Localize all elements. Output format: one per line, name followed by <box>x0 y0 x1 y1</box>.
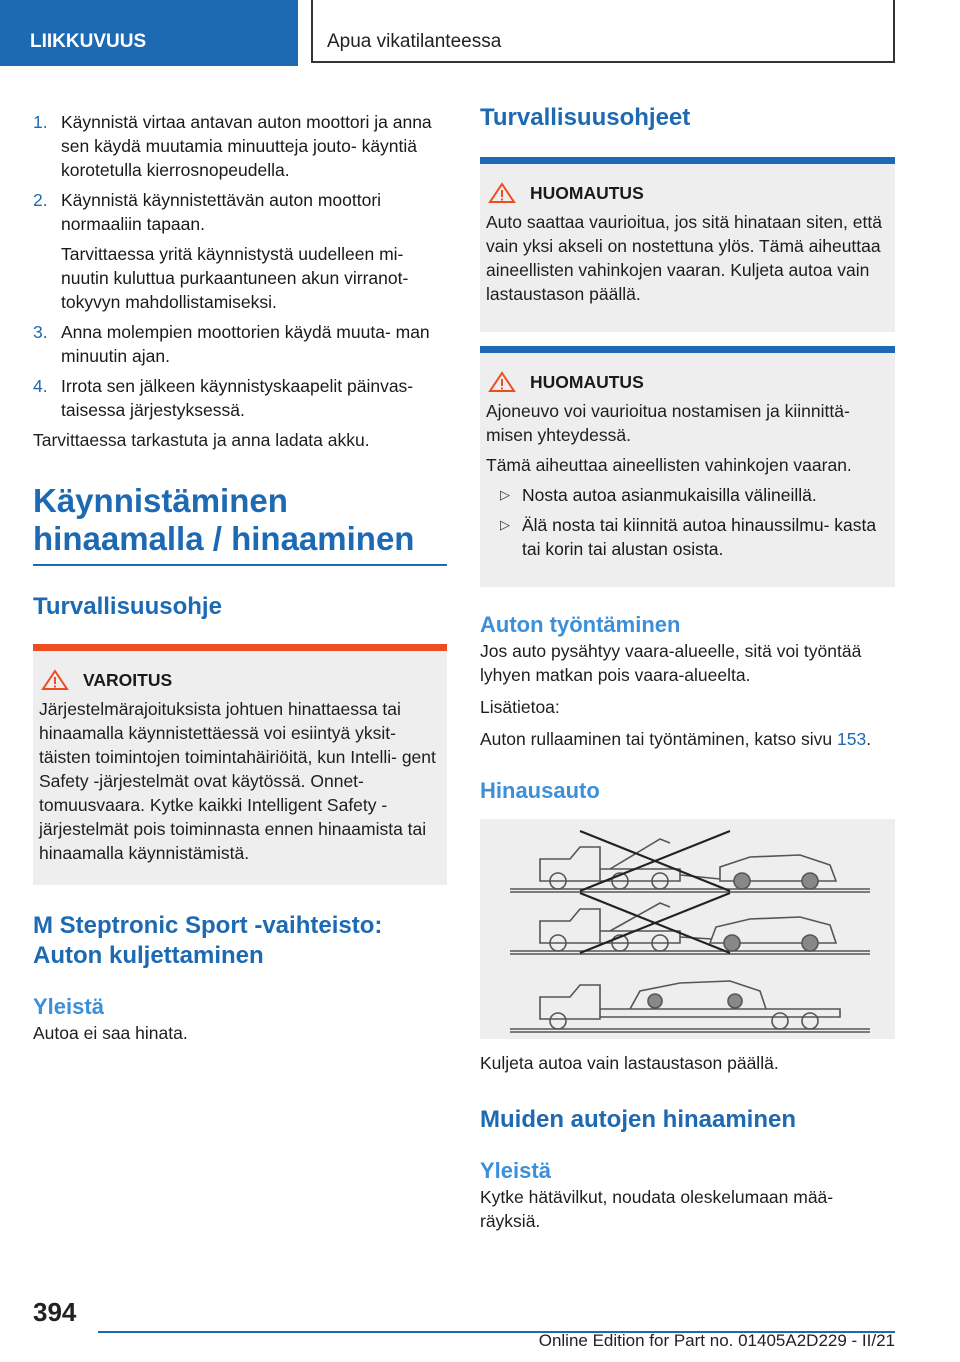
general-heading-right: Yleistä <box>480 1158 551 1183</box>
step-list <box>33 110 447 422</box>
towing-illustration <box>480 819 895 1039</box>
step-item <box>33 374 447 422</box>
notice2-head <box>486 371 889 393</box>
step-text: Irrota sen jälkeen käynnistyskaapelit päinvas- taisessa järjestyksessä. <box>61 376 414 420</box>
notice2-bullets <box>486 483 889 561</box>
step-text: Käynnistä käynnistettävän auton moottori normaaliin tapaan. <box>61 190 382 234</box>
triangle-bullet-icon: ▷ <box>500 517 510 532</box>
notice2-text1: Ajoneuvo voi vaurioitua nostamisen ja kiinnittä- misen yhteydessä. <box>486 401 850 445</box>
warning-head <box>39 669 441 691</box>
warning-bar <box>33 644 447 651</box>
push-heading: Auton työntäminen <box>480 612 681 637</box>
warning-triangle-icon <box>488 371 516 393</box>
illustration-caption: Kuljeta autoa vain lastaustason päällä. <box>480 1053 779 1073</box>
general-text: Autoa ei saa hinata. <box>33 1023 188 1043</box>
step-number: 1. <box>33 112 48 132</box>
bullet-item <box>486 513 889 561</box>
push-text: Jos auto pysähtyy vaara-alueelle, sitä voi työntää lyhyen matkan pois vaara-alueelta. <box>480 641 862 685</box>
safety-heading: Turvallisuusohje <box>33 593 222 620</box>
step-item <box>33 110 447 182</box>
footer-edition: Online Edition for Part no. 01405A2D229 - II/21 <box>538 1331 895 1350</box>
step-text: Tarvittaessa yritä käynnistystä uudelleen mi- nuutin kuluttua purkaantuneen akun virranot- tokyvyn mahdollistamiseksi. <box>61 244 409 312</box>
page-link[interactable]: 153 <box>837 729 867 749</box>
step-text: Käynnistä virtaa antavan auton moottori ja anna sen käydä muutamia minuutteja jouto- käyntiä korotetulla kierrosnopeudella. <box>61 112 432 180</box>
notice1-bar <box>480 157 895 164</box>
step-number: 3. <box>33 322 48 342</box>
step-item <box>33 320 447 368</box>
more-info-label: Lisätietoa: <box>480 697 560 717</box>
step-text: Anna molempien moottorien käydä muuta- man minuutin ajan. <box>61 322 430 366</box>
general-text-right: Kytke hätävilkut, noudata oleskelumaan mää- räyksiä. <box>480 1187 834 1231</box>
step-number: 4. <box>33 376 48 396</box>
notice2-box <box>480 353 895 587</box>
notice2-title: HUOMAUTUS <box>530 371 644 392</box>
notice2-bar <box>480 346 895 353</box>
bullet-text: Älä nosta tai kiinnitä autoa hinaussilmu- kasta tai korin tai alustan osista. <box>522 515 877 559</box>
notice1-text: Auto saattaa vaurioitua, jos sitä hinataan siten, että vain yksi akseli on nostettuna ylös. Tämä aiheuttaa aineellisten vahinkojen vaaran. Kuljeta autoa vain lastaustason päällä. <box>486 212 882 304</box>
notice1-title: HUOMAUTUS <box>530 182 644 203</box>
warning-box <box>33 651 447 885</box>
left-column <box>33 110 447 1045</box>
reference-end: . <box>866 729 872 749</box>
notice2-text2: Tämä aiheuttaa aineellisten vahinkojen vaaran. <box>486 455 852 475</box>
step-number: 2. <box>33 190 48 210</box>
notice1-head <box>486 182 889 204</box>
section-tab: LIIKKUVUUS <box>0 0 298 66</box>
tow-truck-heading: Hinausauto <box>480 778 600 803</box>
steptronic-heading: M Steptronic Sport -vaihteisto: Auton kuljettaminen <box>33 912 383 969</box>
reference-label: Auton rullaaminen tai työntäminen, katso sivu <box>480 729 833 749</box>
safety-instructions-heading: Turvallisuusohjeet <box>480 104 691 131</box>
page-header <box>0 0 960 66</box>
other-cars-heading: Muiden autojen hinaaminen <box>480 1106 797 1133</box>
after-steps-text: Tarvittaessa tarkastuta ja anna ladata akku. <box>33 430 370 450</box>
heading-rule <box>33 564 447 566</box>
warning-text: Järjestelmärajoituksista johtuen hinattaessa tai hinaamalla käynnistettäessä voi esiintyä yksit- täisten toimintojen toimintahäiriöitä, kun Intelli- gent Safety -järjestelmät ovat käytössä. Onnet- tomuusvaara. Kytke kaikki Intelligent Safety - järjestelmät pois toiminnasta ennen hinaamista tai hinaamalla käynnistämistä. <box>39 699 436 863</box>
warning-triangle-icon <box>488 182 516 204</box>
general-heading: Yleistä <box>33 994 104 1019</box>
triangle-bullet-icon: ▷ <box>500 487 510 502</box>
tow-truck-diagram <box>480 819 895 1039</box>
page-number: 394 <box>33 1297 77 1327</box>
reference-text <box>480 727 895 751</box>
bullet-item <box>486 483 889 507</box>
warning-title: VAROITUS <box>83 669 173 690</box>
warning-triangle-icon <box>41 669 69 691</box>
notice1-box <box>480 164 895 332</box>
bullet-text: Nosta autoa asianmukaisilla välineillä. <box>522 485 817 505</box>
right-column <box>480 103 895 1233</box>
section-heading: Käynnistäminen hinaamalla / hinaaminen <box>33 482 415 557</box>
chapter-title: Apua vikatilanteessa <box>311 0 895 63</box>
step-item <box>33 188 447 314</box>
